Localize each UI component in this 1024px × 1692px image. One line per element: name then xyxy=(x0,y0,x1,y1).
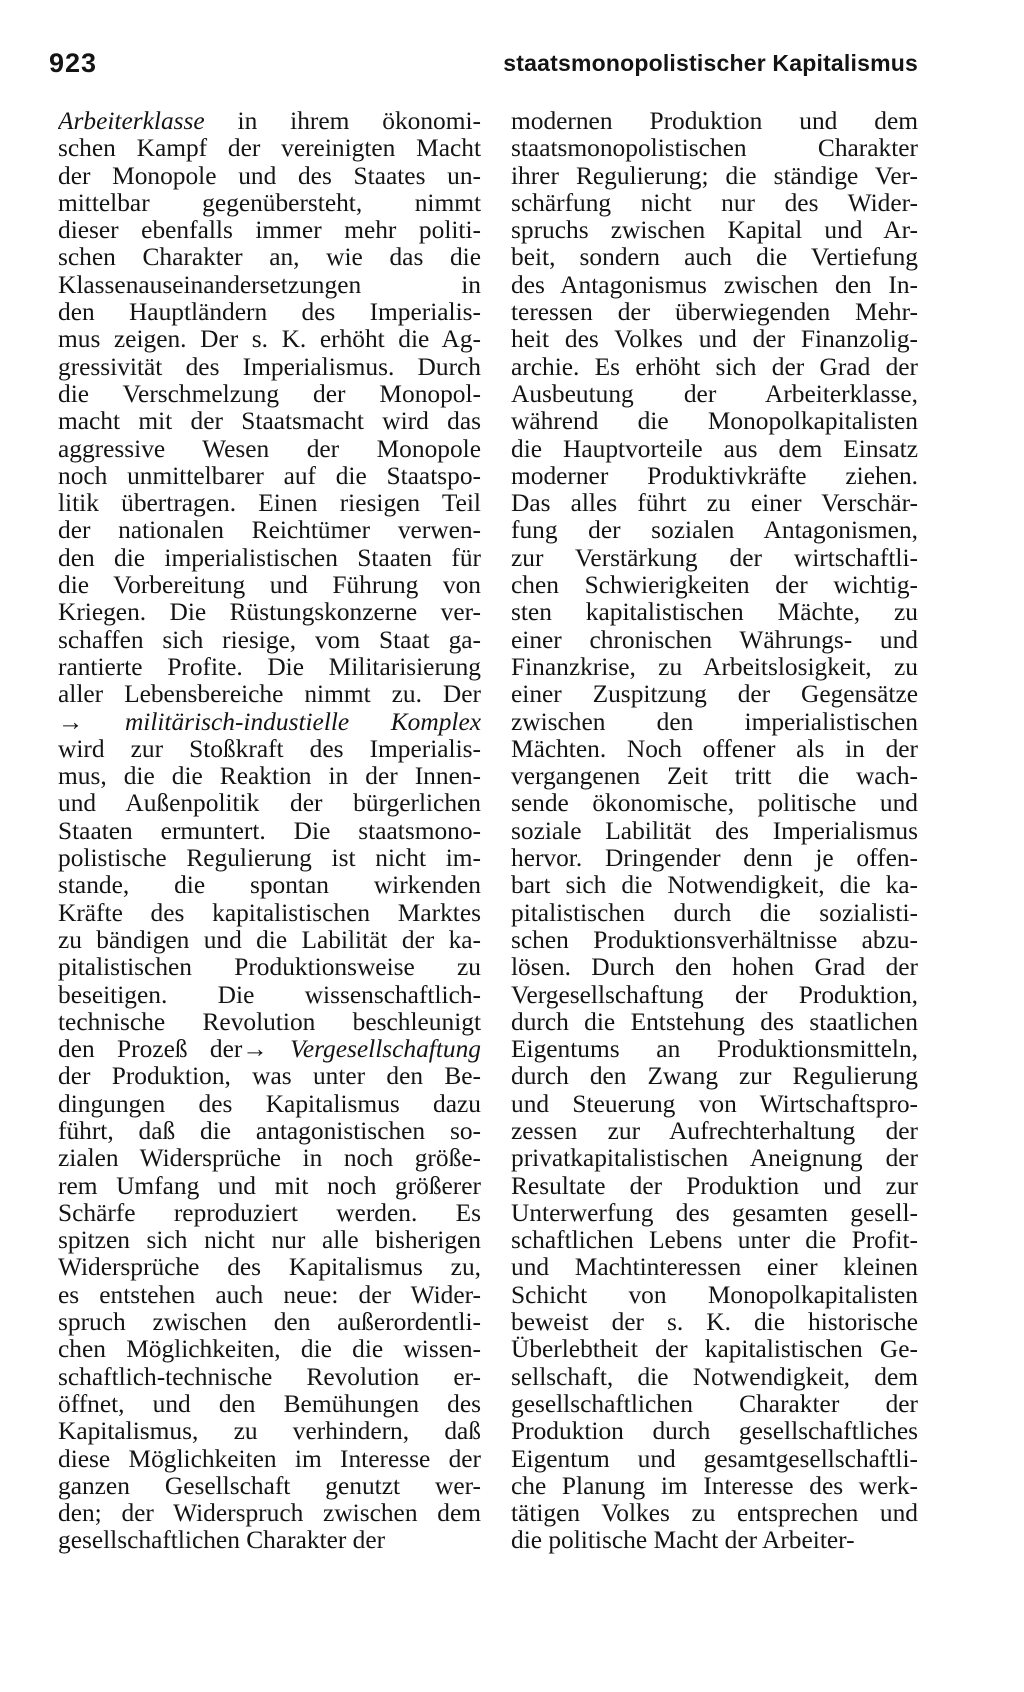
text-line xyxy=(58,1227,481,1254)
text-line xyxy=(58,1118,481,1145)
text-run: mittelbar gegenübersteht, nimmt xyxy=(58,189,481,217)
text-run: Widersprüche des Kapitalismus zu, xyxy=(58,1254,481,1282)
text-line xyxy=(58,1282,481,1309)
text-run: die politische Macht der Arbeiter- xyxy=(511,1527,855,1555)
text-run: den Prozeß der→ xyxy=(58,1036,291,1064)
text-line xyxy=(58,790,481,817)
text-line xyxy=(511,927,918,954)
text-run: gesellschaftlichen Charakter der xyxy=(511,1390,918,1418)
text-run: durch den Zwang zur Regulierung xyxy=(511,1063,918,1091)
text-run: den die imperialistischen Staaten für xyxy=(58,544,481,572)
text-run: spruchs zwischen Kapital und Ar- xyxy=(511,217,918,245)
text-run: teressen der überwiegenden Mehr- xyxy=(511,299,918,327)
text-line xyxy=(511,872,918,899)
text-line xyxy=(58,872,481,899)
text-line xyxy=(511,709,918,736)
text-run: die Verschmelzung der Monopol- xyxy=(58,380,481,408)
text-run: pitalistischen Produktionsweise zu xyxy=(58,954,481,982)
text-run: tätigen Volkes zu entsprechen und xyxy=(511,1500,918,1528)
text-line xyxy=(511,1063,918,1090)
text-line xyxy=(511,354,918,381)
text-line xyxy=(58,135,481,162)
text-line xyxy=(58,1173,481,1200)
text-run: zwischen den imperialistischen xyxy=(511,708,918,736)
text-line xyxy=(511,681,918,708)
text-line xyxy=(58,217,481,244)
text-line xyxy=(58,572,481,599)
text-run: mus zeigen. Der s. K. erhöht die Ag- xyxy=(58,326,481,354)
text-line xyxy=(58,354,481,381)
text-run: polistische Regulierung ist nicht im- xyxy=(58,845,481,873)
text-line xyxy=(511,463,918,490)
text-run: gressivität des Imperialismus. Durch xyxy=(58,353,481,381)
text-run: aggressive Wesen der Monopole xyxy=(58,435,481,463)
text-run: → xyxy=(58,708,125,736)
text-run: Klassenauseinandersetzungen in xyxy=(58,271,481,299)
text-run: in ihrem ökonomi- xyxy=(204,108,481,135)
text-run: schärfung nicht nur des Wider- xyxy=(511,189,918,217)
text-line xyxy=(58,1254,481,1281)
text-run: bart sich die Notwendigkeit, die ka- xyxy=(511,872,918,900)
text-run: Das alles führt zu einer Verschär- xyxy=(511,490,918,518)
text-line xyxy=(58,1364,481,1391)
text-line xyxy=(511,1446,918,1473)
text-run: archie. Es erhöht sich der Grad der xyxy=(511,353,918,381)
text-run: staatsmonopolistischen Charakter xyxy=(511,135,918,163)
text-line xyxy=(58,763,481,790)
text-run: die Hauptvorteile aus dem Einsatz xyxy=(511,435,918,463)
text-run: lösen. Durch den hohen Grad der xyxy=(511,954,918,982)
italic-term: Arbeiterklasse xyxy=(58,108,205,135)
text-line xyxy=(58,927,481,954)
text-run: heit des Volkes und der Finanzolig- xyxy=(511,326,918,354)
text-run: einer chronischen Währungs- und xyxy=(511,626,918,654)
text-line xyxy=(511,490,918,517)
text-run: spruch zwischen den außerordentli- xyxy=(58,1309,481,1337)
text-line xyxy=(511,272,918,299)
text-line xyxy=(511,1473,918,1500)
text-line xyxy=(58,982,481,1009)
text-line xyxy=(58,326,481,353)
text-run: rantierte Profite. Die Militarisierung xyxy=(58,653,481,681)
text-run: schaffen sich riesige, vom Staat ga- xyxy=(58,626,481,654)
text-run: Unterwerfung des gesamten gesell- xyxy=(511,1199,918,1227)
text-line xyxy=(58,272,481,299)
text-line xyxy=(58,1527,481,1554)
text-run: sten kapitalistischen Mächte, zu xyxy=(511,599,918,627)
text-run: rem Umfang und mit noch größerer xyxy=(58,1172,481,1200)
text-run: macht mit der Staatsmacht wird das xyxy=(58,408,481,436)
text-run: chen Schwierigkeiten der wichtig- xyxy=(511,572,918,600)
text-line xyxy=(511,900,918,927)
text-line xyxy=(511,1009,918,1036)
text-run: sende ökonomische, politische und xyxy=(511,790,918,818)
text-run: und Machtinteressen einer kleinen xyxy=(511,1254,918,1282)
text-run: fung der sozialen Antagonismen, xyxy=(511,517,918,545)
text-line xyxy=(58,517,481,544)
text-line xyxy=(58,1063,481,1090)
text-run: Staaten ermuntert. Die staatsmono- xyxy=(58,817,481,845)
text-line xyxy=(511,545,918,572)
text-line xyxy=(58,1446,481,1473)
text-run: der nationalen Reichtümer verwen- xyxy=(58,517,481,545)
text-run: ganzen Gesellschaft genutzt wer- xyxy=(58,1472,481,1500)
text-line xyxy=(58,381,481,408)
text-run: beweist der s. K. die historische xyxy=(511,1309,918,1337)
text-run: Eigentums an Produktionsmitteln, xyxy=(511,1036,918,1064)
text-line xyxy=(58,408,481,435)
text-run: spitzen sich nicht nur alle bisherigen xyxy=(58,1227,481,1255)
text-run: zialen Widersprüche in noch größe- xyxy=(58,1145,481,1173)
text-run: der Monopole und des Staates un- xyxy=(58,162,481,190)
text-run: vergangenen Zeit tritt die wach- xyxy=(511,763,918,791)
text-line xyxy=(511,163,918,190)
text-line xyxy=(511,1418,918,1445)
text-line xyxy=(511,299,918,326)
text-run: Kapitalismus, zu verhindern, daß xyxy=(58,1418,481,1446)
text-line xyxy=(511,954,918,981)
text-line xyxy=(511,436,918,463)
text-line xyxy=(511,381,918,408)
text-line xyxy=(58,108,481,135)
text-line xyxy=(58,436,481,463)
text-run: che Planung im Interesse des werk- xyxy=(511,1472,918,1500)
text-run: schaftlich-technische Revolution er- xyxy=(58,1363,481,1391)
text-run: und Außenpolitik der bürgerlichen xyxy=(58,790,481,818)
text-line xyxy=(58,845,481,872)
text-line xyxy=(511,244,918,271)
text-line xyxy=(511,1500,918,1527)
text-run: diese Möglichkeiten im Interesse der xyxy=(58,1445,481,1473)
text-line xyxy=(511,763,918,790)
text-line xyxy=(511,982,918,1009)
text-line xyxy=(58,900,481,927)
text-line xyxy=(58,1500,481,1527)
text-line xyxy=(511,1391,918,1418)
text-run: beseitigen. Die wissenschaftlich- xyxy=(58,981,481,1009)
text-line xyxy=(58,163,481,190)
text-run: Kriegen. Die Rüstungskonzerne ver- xyxy=(58,599,481,627)
text-run: den; der Widerspruch zwischen dem xyxy=(58,1500,481,1528)
text-run: stande, die spontan wirkenden xyxy=(58,872,481,900)
text-line xyxy=(511,135,918,162)
text-column-right xyxy=(511,108,918,1555)
text-run: zur Verstärkung der wirtschaftli- xyxy=(511,544,918,572)
text-line xyxy=(511,1364,918,1391)
text-line xyxy=(511,736,918,763)
text-line xyxy=(511,627,918,654)
text-line xyxy=(511,1145,918,1172)
text-line xyxy=(58,1145,481,1172)
text-run: chen Möglichkeiten, die die wissen- xyxy=(58,1336,481,1364)
text-run: Schicht von Monopolkapitalisten xyxy=(511,1281,918,1309)
text-line xyxy=(511,1336,918,1363)
text-line xyxy=(58,736,481,763)
text-line xyxy=(58,1009,481,1036)
text-line xyxy=(511,1527,918,1554)
text-run: Ausbeutung der Arbeiterklasse, xyxy=(511,380,918,408)
text-line xyxy=(58,627,481,654)
text-line xyxy=(511,1254,918,1281)
text-run: und Steuerung von Wirtschaftspro- xyxy=(511,1090,918,1118)
text-run: dingungen des Kapitalismus dazu xyxy=(58,1090,481,1118)
text-line xyxy=(58,490,481,517)
text-run: die Vorbereitung und Führung von xyxy=(58,572,481,600)
text-line xyxy=(58,709,481,736)
text-line xyxy=(511,217,918,244)
text-run: es entstehen auch neue: der Wider- xyxy=(58,1281,481,1309)
text-run: hervor. Dringender denn je offen- xyxy=(511,845,918,873)
text-line xyxy=(511,1036,918,1063)
text-line xyxy=(58,654,481,681)
text-line xyxy=(58,1336,481,1363)
text-run: Vergesellschaftung der Produktion, xyxy=(511,981,918,1009)
text-run: der Produktion, was unter den Be- xyxy=(58,1063,481,1091)
text-run: pitalistischen durch die sozialisti- xyxy=(511,899,918,927)
text-run: Resultate der Produktion und zur xyxy=(511,1172,918,1200)
text-line xyxy=(511,517,918,544)
text-line xyxy=(58,1418,481,1445)
text-line xyxy=(511,1200,918,1227)
text-line xyxy=(58,1036,481,1063)
text-line xyxy=(58,463,481,490)
text-line xyxy=(58,599,481,626)
text-line xyxy=(511,1173,918,1200)
text-line xyxy=(58,1309,481,1336)
text-line xyxy=(511,1227,918,1254)
text-line xyxy=(58,299,481,326)
text-line xyxy=(58,954,481,981)
text-line xyxy=(511,818,918,845)
text-run: dieser ebenfalls immer mehr politi- xyxy=(58,217,481,245)
text-run: ihrer Regulierung; die ständige Ver- xyxy=(511,162,918,190)
text-line xyxy=(511,1091,918,1118)
text-run: schen Kampf der vereinigten Macht xyxy=(58,135,481,163)
text-run: soziale Labilität des Imperialismus xyxy=(511,817,918,845)
text-run: während die Monopolkapitalisten xyxy=(511,408,918,436)
page-number: 923 xyxy=(49,48,98,78)
text-run: wird zur Stoßkraft des Imperialis- xyxy=(58,735,481,763)
text-run: gesellschaftlichen Charakter der xyxy=(58,1527,386,1555)
text-run: Produktion durch gesellschaftliches xyxy=(511,1418,918,1446)
text-line xyxy=(511,1118,918,1145)
text-run: den Hauptländern des Imperialis- xyxy=(58,299,481,327)
text-run: litik übertragen. Einen riesigen Teil xyxy=(58,490,481,518)
text-run: zessen zur Aufrechterhaltung der xyxy=(511,1117,918,1145)
text-run: noch unmittelbarer auf die Staatspo- xyxy=(58,462,481,490)
text-line xyxy=(511,190,918,217)
text-run: Kräfte des kapitalistischen Marktes xyxy=(58,899,481,927)
text-run: moderner Produktivkräfte ziehen. xyxy=(511,462,918,490)
text-run: des Antagonismus zwischen den In- xyxy=(511,271,918,299)
text-line xyxy=(511,1309,918,1336)
text-line xyxy=(511,654,918,681)
text-run: schen Produktionsverhältnisse abzu- xyxy=(511,926,918,954)
text-line xyxy=(58,1391,481,1418)
text-line xyxy=(511,1282,918,1309)
text-line xyxy=(58,1091,481,1118)
text-line xyxy=(58,244,481,271)
text-run: Finanzkrise, zu Arbeitslosigkeit, zu xyxy=(511,653,918,681)
text-run: schen Charakter an, wie das die xyxy=(58,244,481,272)
text-line xyxy=(58,1200,481,1227)
text-line xyxy=(511,845,918,872)
text-line xyxy=(58,818,481,845)
text-line xyxy=(58,681,481,708)
text-line xyxy=(511,572,918,599)
text-line xyxy=(58,1473,481,1500)
text-run: Schärfe reproduziert werden. Es xyxy=(58,1199,481,1227)
text-line xyxy=(511,408,918,435)
text-run: sellschaft, die Notwendigkeit, dem xyxy=(511,1363,918,1391)
italic-term: militärisch-industielle Komplex xyxy=(124,708,481,736)
italic-term: Vergesellschaftung xyxy=(290,1036,481,1064)
text-run: führt, daß die antagonistischen so- xyxy=(58,1117,481,1145)
text-run: beit, sondern auch die Vertiefung xyxy=(511,244,918,272)
text-run: aller Lebensbereiche nimmt zu. Der xyxy=(58,681,481,709)
text-column-left xyxy=(58,108,481,1555)
text-run: durch die Entstehung des staatlichen xyxy=(511,1008,918,1036)
text-run: Eigentum und gesamtgesellschaftli- xyxy=(511,1445,918,1473)
running-head: staatsmonopolistischer Kapitalismus xyxy=(503,50,918,76)
text-run: privatkapitalistischen Aneignung der xyxy=(511,1145,918,1173)
text-run: Mächten. Noch offener als in der xyxy=(511,735,918,763)
text-line xyxy=(511,326,918,353)
text-run: mus, die die Reaktion in der Innen- xyxy=(58,763,481,791)
text-line xyxy=(511,599,918,626)
text-line xyxy=(511,108,918,135)
text-run: zu bändigen und die Labilität der ka- xyxy=(58,926,481,954)
text-line xyxy=(511,790,918,817)
text-line xyxy=(58,545,481,572)
text-line xyxy=(58,190,481,217)
text-run: modernen Produktion und dem xyxy=(511,108,918,135)
text-run: Überlebtheit der kapitalistischen Ge- xyxy=(511,1336,918,1364)
text-run: öffnet, und den Bemühungen des xyxy=(58,1390,481,1418)
text-run: technische Revolution beschleunigt xyxy=(58,1008,481,1036)
text-run: schaftlichen Lebens unter die Profit- xyxy=(511,1227,918,1255)
text-run: einer Zuspitzung der Gegensätze xyxy=(511,681,918,709)
